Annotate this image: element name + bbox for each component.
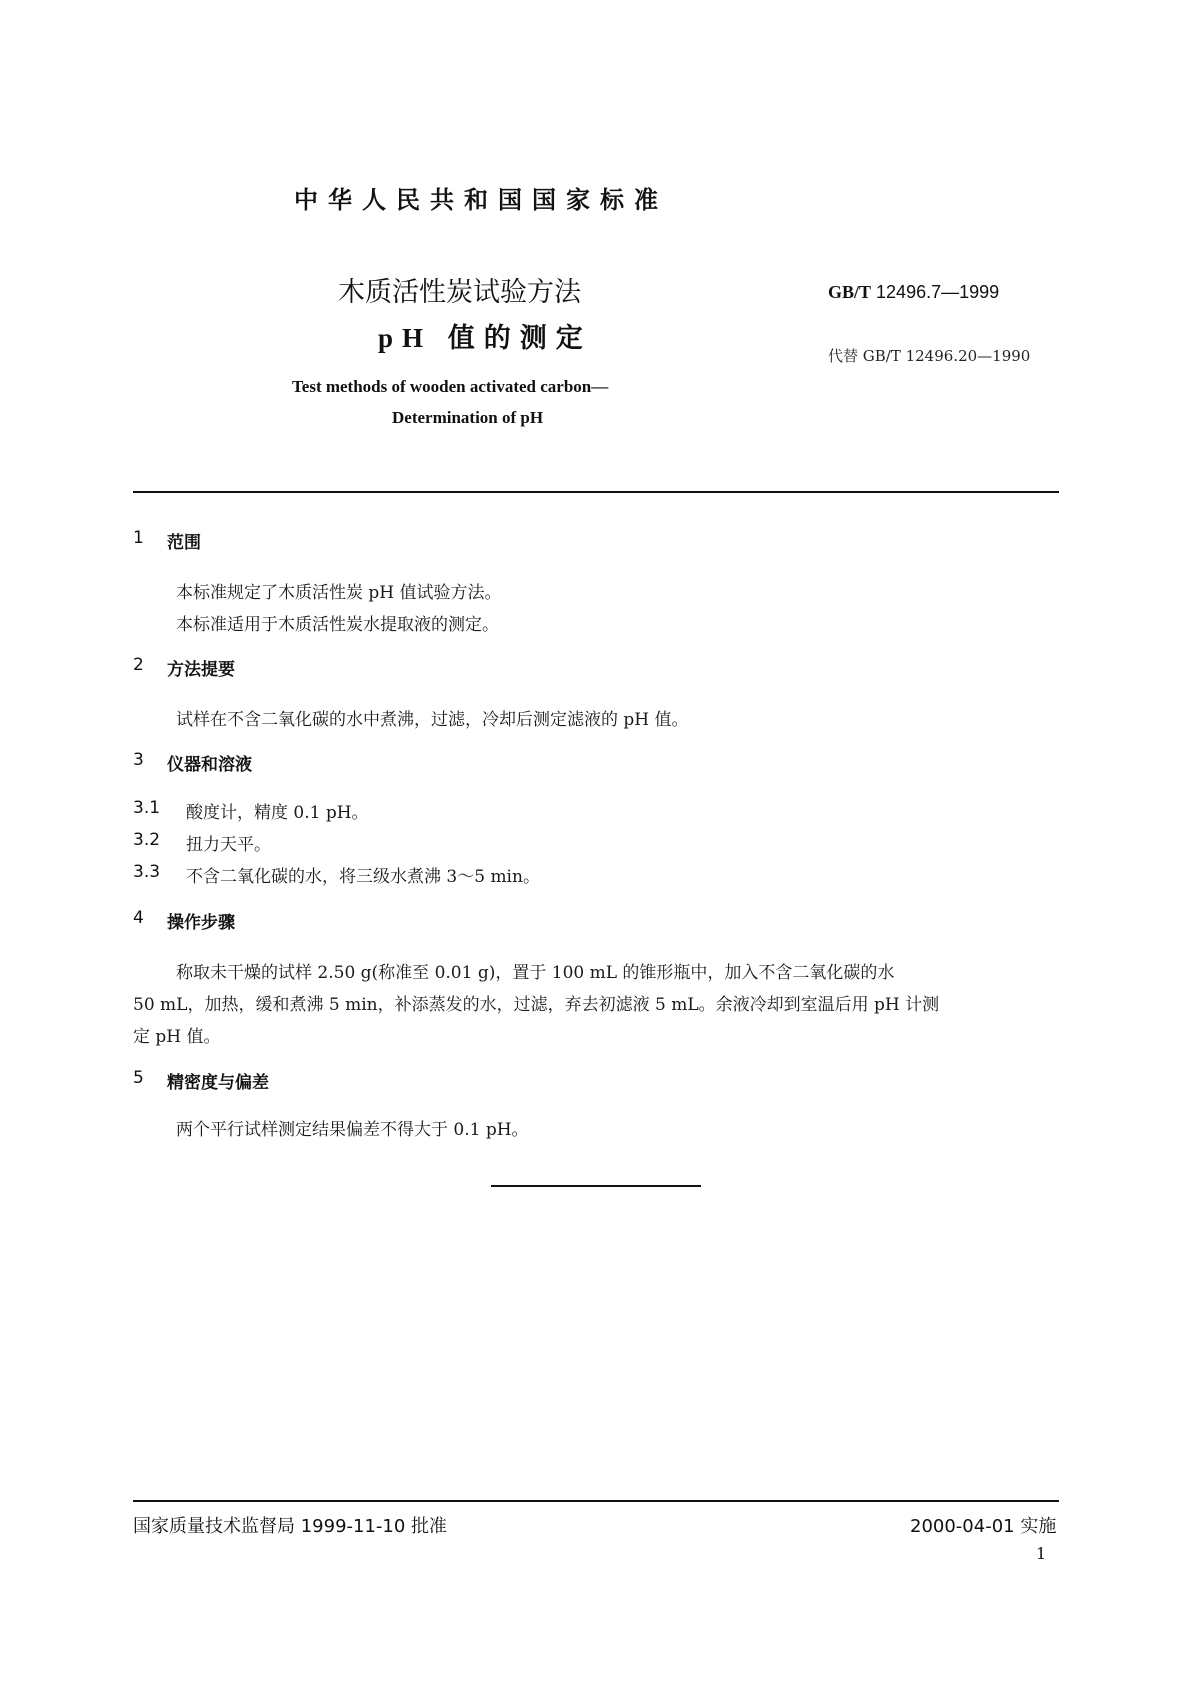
clause-3-3-number: 3.3	[133, 862, 161, 882]
document-title-en-line1: Test methods of wooden activated carbon—	[292, 377, 609, 396]
standard-number-value: 12496.7—1999	[876, 282, 1000, 302]
approval-statement: 国家质量技术监督局 1999-11-10 批准	[133, 1516, 448, 1537]
header-divider	[133, 491, 1059, 493]
section-4-line: 定 pH 值。	[133, 1027, 221, 1047]
section-2-title: 方法提要	[167, 660, 235, 680]
section-5-number: 5	[133, 1068, 144, 1088]
section-4-line: 称取未干燥的试样 2.50 g(称准至 0.01 g)，置于 100 mL 的锥形瓶中，加入不含二氧化碳的水	[176, 963, 895, 983]
document-subtitle-cn: pH 值的测定	[378, 323, 592, 353]
section-5-title: 精密度与偏差	[167, 1073, 269, 1093]
section-4-line: 50 mL，加热，缓和煮沸 5 min，补添蒸发的水，过滤，弃去初滤液 5 mL。余液冷却到室温后用 pH 计测	[133, 995, 940, 1015]
section-2-number: 2	[133, 655, 144, 675]
section-2-line: 试样在不含二氧化碳的水中煮沸，过滤，冷却后测定滤液的 pH 值。	[176, 710, 689, 730]
document-title-cn: 木质活性炭试验方法	[338, 277, 581, 308]
section-4-number: 4	[133, 908, 144, 928]
footer-divider	[133, 1500, 1059, 1502]
section-1-number: 1	[133, 528, 144, 548]
section-1-line: 本标准规定了木质活性炭 pH 值试验方法。	[176, 583, 502, 603]
section-4-title: 操作步骤	[167, 913, 235, 933]
clause-3-2-text: 扭力天平。	[186, 835, 271, 855]
document-title-en-line2: Determination of pH	[392, 408, 544, 427]
clause-3-1-text: 酸度计，精度 0.1 pH。	[186, 803, 369, 823]
effective-date: 2000-04-01 实施	[910, 1516, 1057, 1537]
section-1-line: 本标准适用于木质活性炭水提取液的测定。	[176, 615, 499, 635]
clause-3-2-number: 3.2	[133, 830, 161, 850]
clause-3-3-text: 不含二氧化碳的水，将三级水煮沸 3～5 min。	[186, 867, 540, 887]
clause-3-1-number: 3.1	[133, 798, 161, 818]
end-of-text-divider	[491, 1185, 701, 1187]
replaces-standard: 代替 GB/T 12496.20—1990	[828, 347, 1031, 365]
section-3-number: 3	[133, 750, 144, 770]
standard-number	[828, 282, 999, 303]
standard-number-prefix: GB/T	[828, 282, 872, 302]
page-number: 1	[1036, 1544, 1047, 1563]
standard-series-title: 中华人民共和国国家标准	[294, 186, 668, 214]
section-5-line: 两个平行试样测定结果偏差不得大于 0.1 pH。	[176, 1120, 529, 1140]
section-1-title: 范围	[167, 533, 201, 553]
section-3-title: 仪器和溶液	[167, 755, 252, 775]
